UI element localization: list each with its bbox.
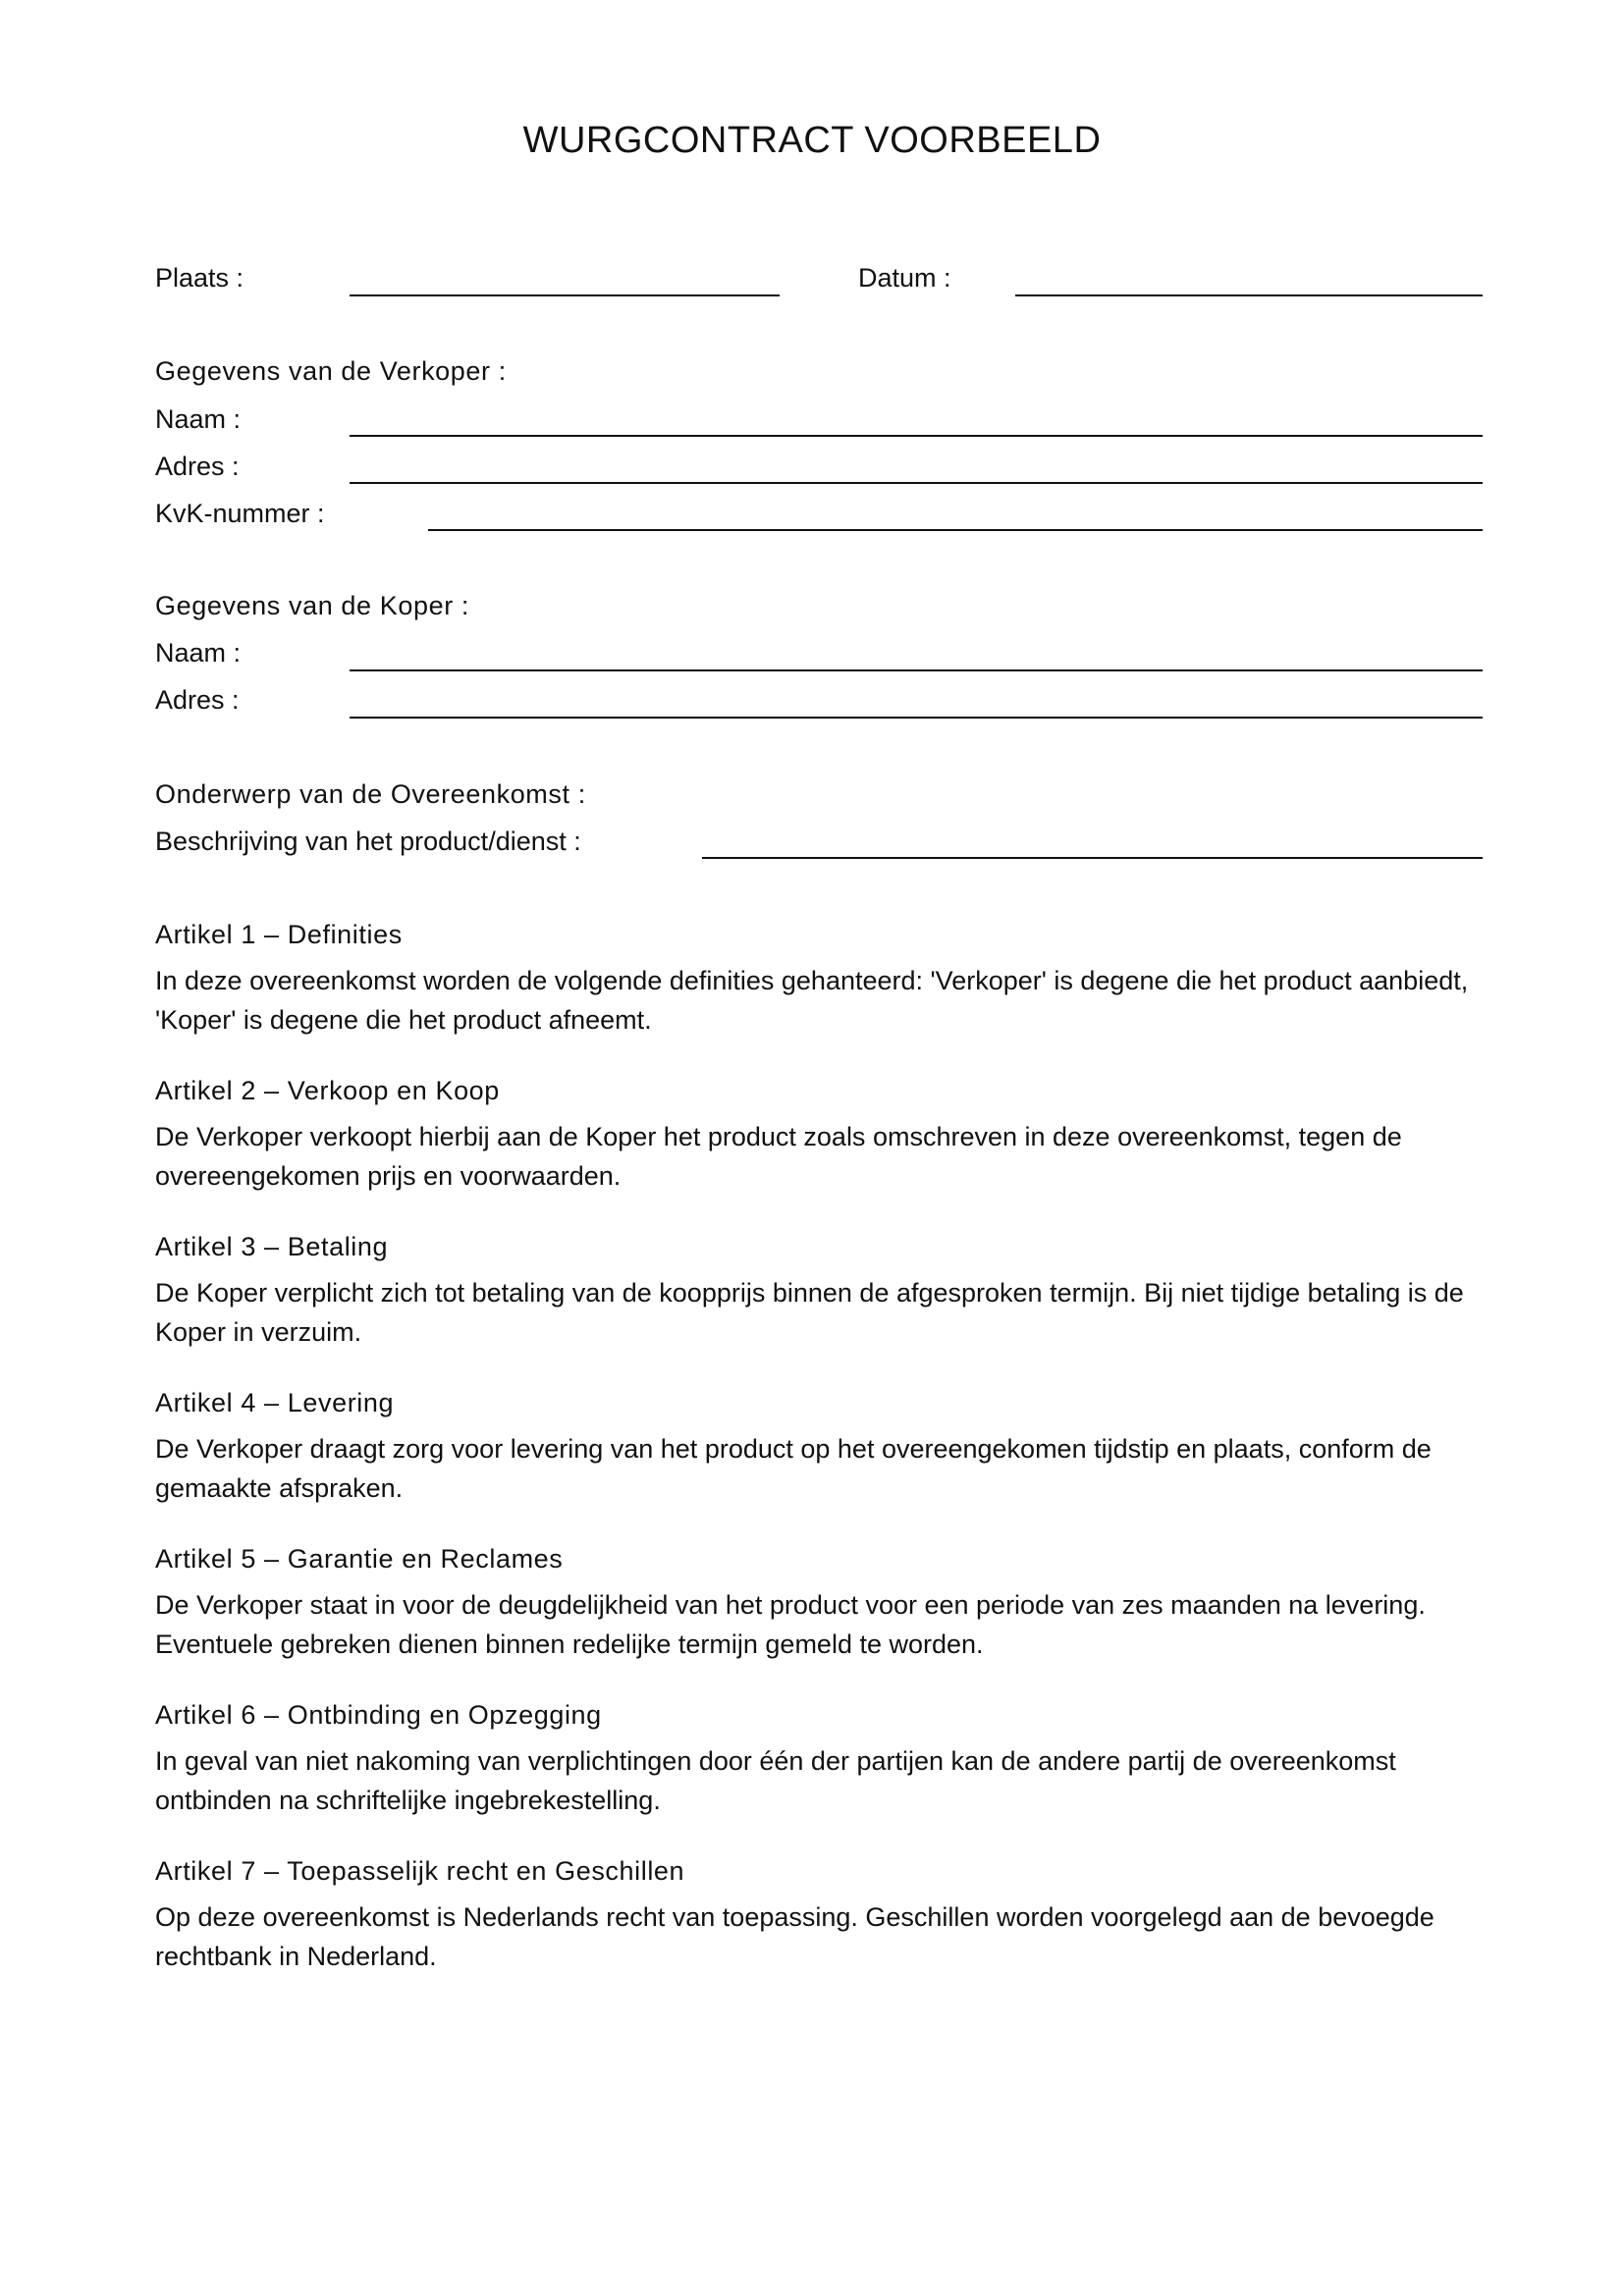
article-7-text: Op deze overeenkomst is Nederlands recht van toepassing. Geschillen worden voorgelegd aan de bevoegde rechtbank in Nederland. bbox=[155, 1902, 1435, 1971]
article-6-text: In geval van niet nakoming van verplichtingen door één der partijen kan de andere partij de overeenkomst ontbinden na schriftelijke ingebrekestelling. bbox=[155, 1746, 1396, 1815]
buyer-name-field[interactable] bbox=[350, 669, 1483, 671]
seller-name-label: Naam : bbox=[155, 404, 242, 434]
buyer-name-label: Naam : bbox=[155, 638, 242, 667]
seller-kvk-label: KvK-nummer : bbox=[155, 499, 325, 528]
article-6-title: Artikel 6 – Ontbinding en Opzegging bbox=[155, 1700, 602, 1730]
article-5-text: De Verkoper staat in voor de deugdelijkheid van het product voor een periode van zes maanden na levering. Eventuele gebreken dienen binnen redelijke termijn gemeld te worden. bbox=[155, 1590, 1426, 1659]
article-4-title: Artikel 4 – Levering bbox=[155, 1388, 395, 1417]
article-3-text: De Koper verplicht zich tot betaling van de koopprijs binnen de afgesproken termijn. Bij niet tijdige betaling is de Koper in verzuim. bbox=[155, 1278, 1464, 1347]
seller-kvk-field[interactable] bbox=[428, 529, 1483, 531]
date-label: Datum : bbox=[858, 263, 951, 293]
date-field[interactable] bbox=[1015, 294, 1483, 296]
description-field[interactable] bbox=[702, 857, 1483, 859]
article-4-text: De Verkoper draagt zorg voor levering van het product op het overeengekomen tijdstip en plaats, conform de gemaakte afspraken. bbox=[155, 1434, 1432, 1503]
subject-heading: Onderwerp van de Overeenkomst : bbox=[155, 779, 586, 809]
article-1-title: Artikel 1 – Definities bbox=[155, 920, 403, 949]
buyer-address-label: Adres : bbox=[155, 685, 240, 715]
article-2-title: Artikel 2 – Verkoop en Koop bbox=[155, 1076, 500, 1105]
document-title: WURGCONTRACT VOORBEELD bbox=[522, 120, 1102, 161]
seller-heading: Gegevens van de Verkoper : bbox=[155, 356, 507, 386]
description-label: Beschrijving van het product/dienst : bbox=[155, 827, 581, 856]
buyer-address-field[interactable] bbox=[350, 717, 1483, 719]
buyer-heading: Gegevens van de Koper : bbox=[155, 591, 470, 620]
article-5-title: Artikel 5 – Garantie en Reclames bbox=[155, 1544, 564, 1574]
place-label: Plaats : bbox=[155, 263, 244, 293]
article-2-text: De Verkoper verkoopt hierbij aan de Koper het product zoals omschreven in deze overeenkomst, tegen de overeengekomen prijs en voorwaarden. bbox=[155, 1122, 1402, 1191]
article-3-title: Artikel 3 – Betaling bbox=[155, 1232, 389, 1261]
place-field[interactable] bbox=[350, 294, 780, 296]
article-7-title: Artikel 7 – Toepasselijk recht en Geschillen bbox=[155, 1856, 685, 1886]
seller-address-label: Adres : bbox=[155, 452, 240, 481]
seller-name-field[interactable] bbox=[350, 435, 1483, 437]
article-1-text: In deze overeenkomst worden de volgende definities gehanteerd: 'Verkoper' is degene die het product aanbiedt, 'Koper' is degene die het product afneemt. bbox=[155, 966, 1469, 1035]
seller-address-field[interactable] bbox=[350, 482, 1483, 484]
